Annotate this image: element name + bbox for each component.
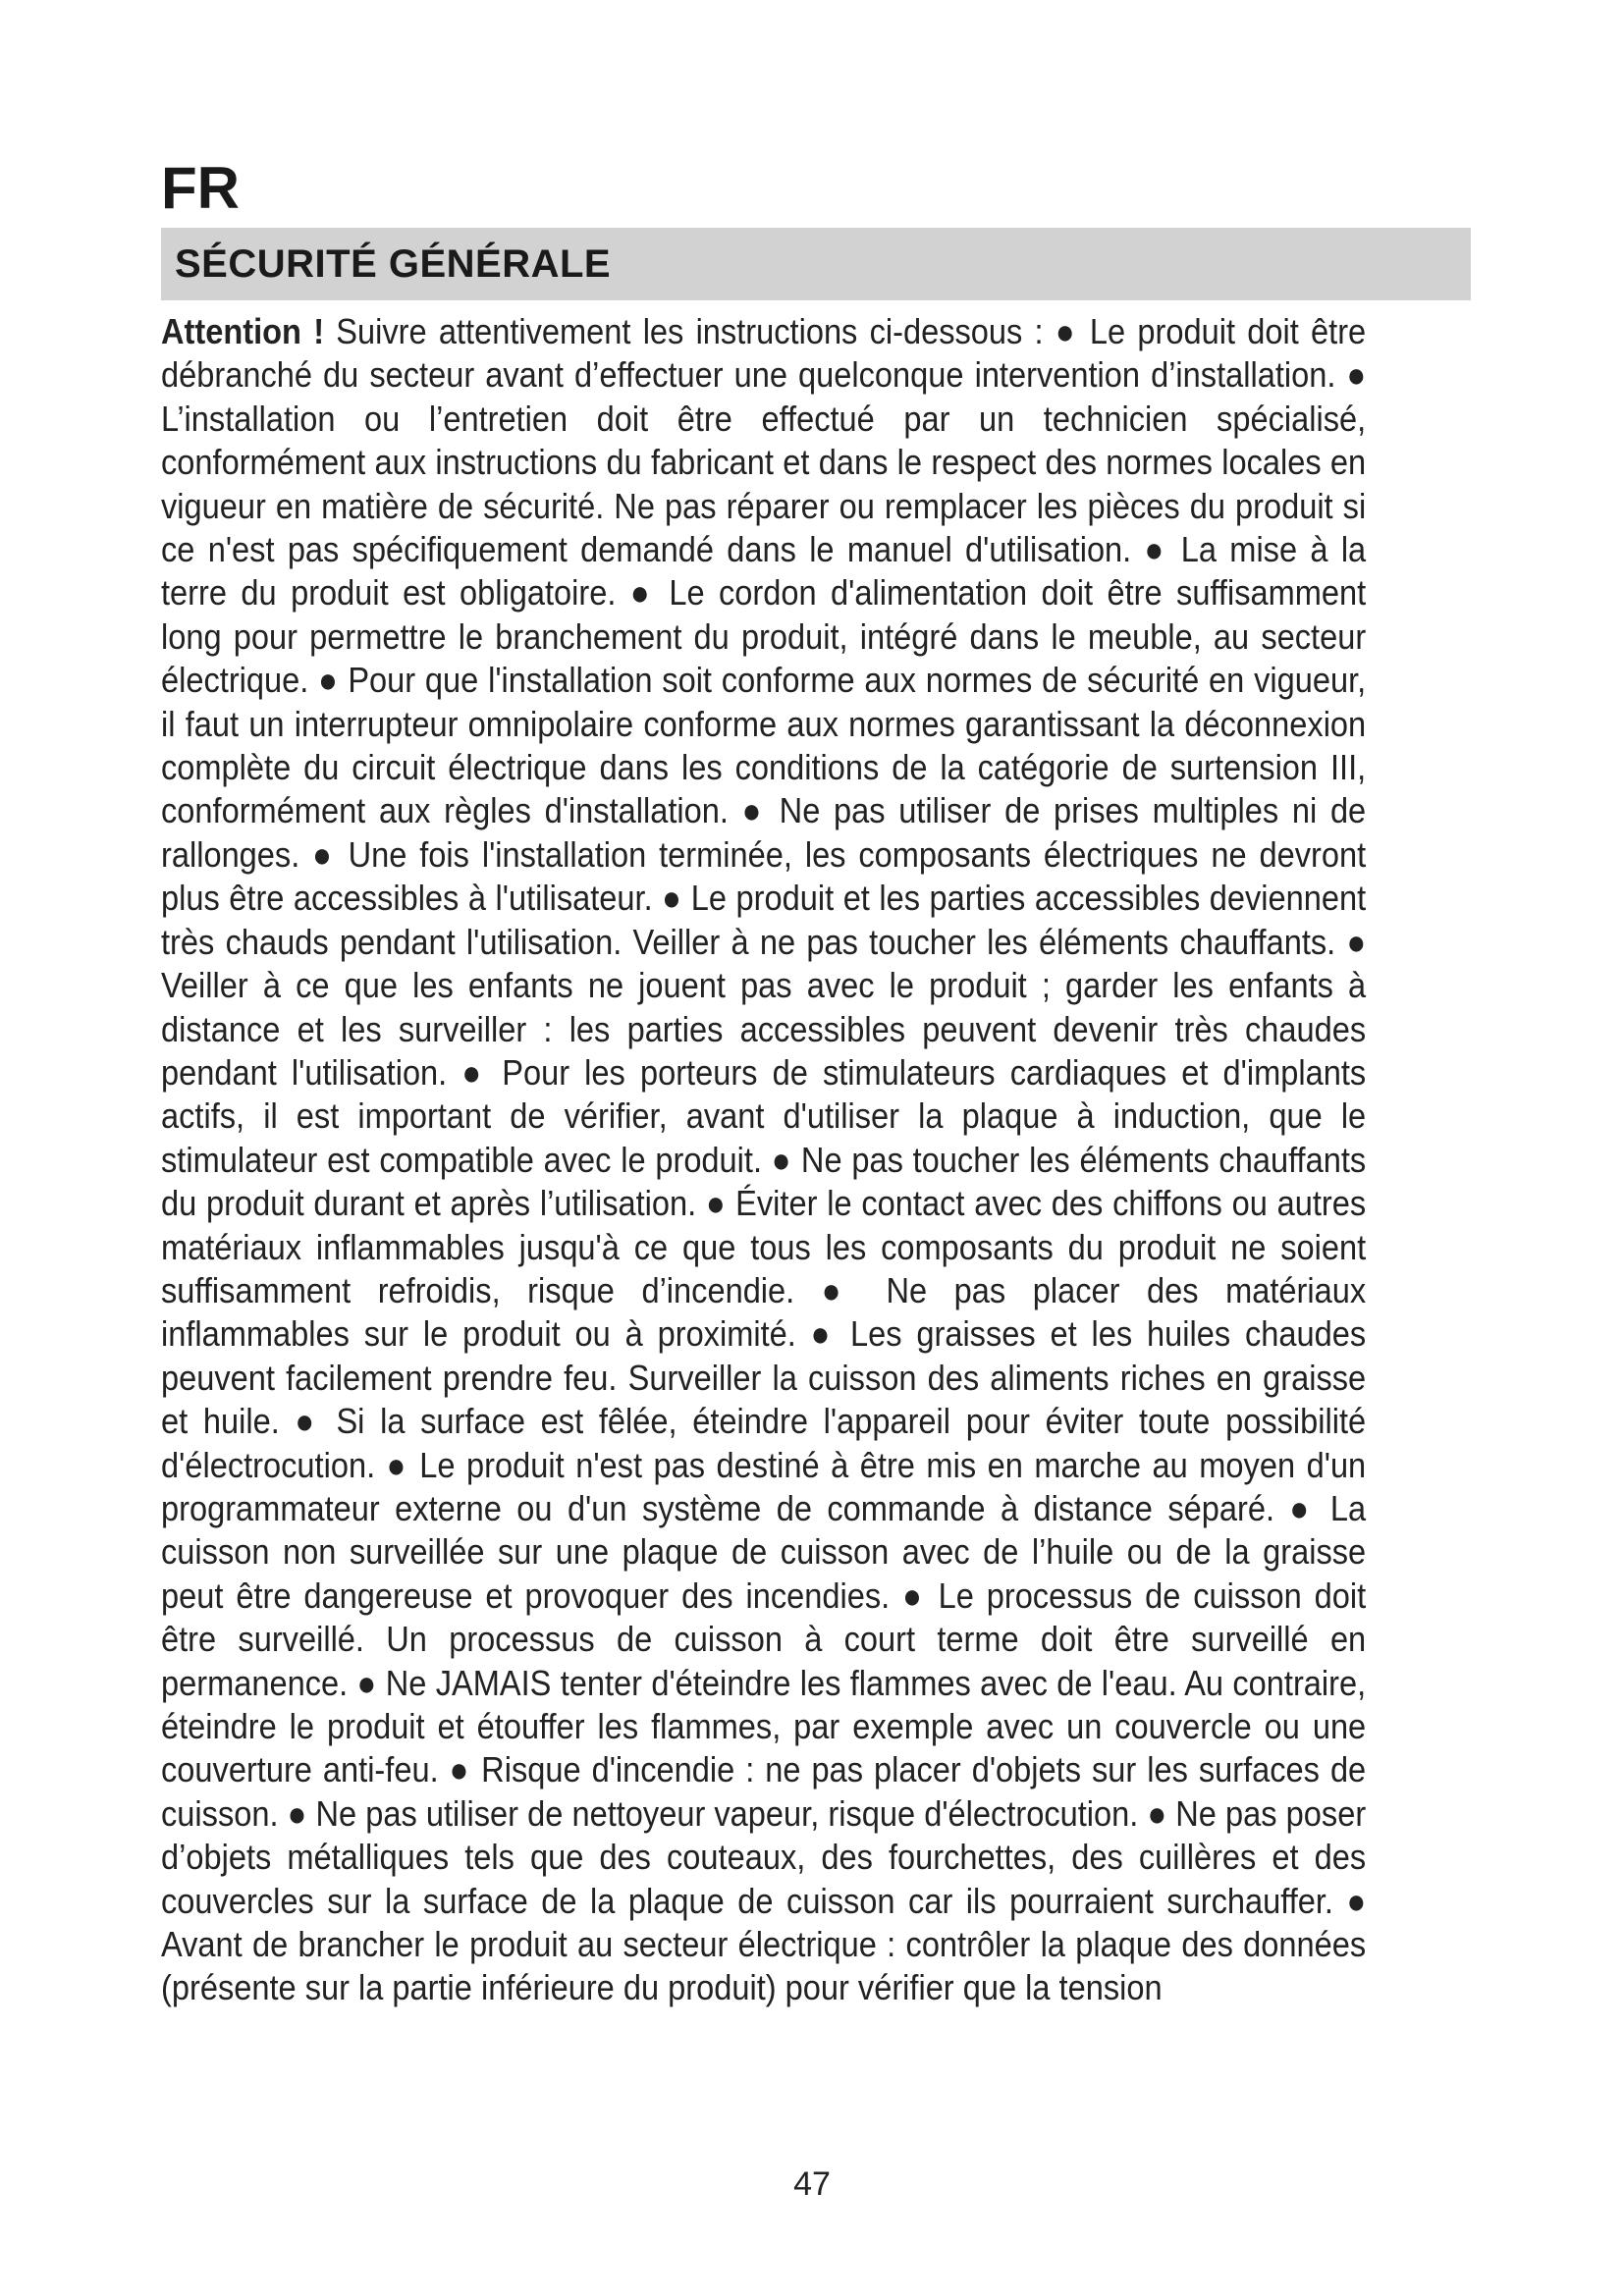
section-header-bar <box>161 228 1471 300</box>
attention-label: Attention ! <box>161 311 325 351</box>
section-title: SÉCURITÉ GÉNÉRALE <box>175 242 612 286</box>
instructions-text: Suivre attentivement les instructions ci-dessous : ● Le produit doit être débranché du secteur avant d’effectuer une quelconque intervention d’installation. ● L’installation ou l’entretien doit être effectué par un technicien spécialisé, conformément aux instructions du fabricant et dans le respect des normes locales en vigueur en matière de sécurité. Ne pas réparer ou remplacer les pièces du produit si ce n'est pas spécifiquement demandé dans le manuel d'utilisation. ● La mise à la terre du produit est obligatoire. ● Le cordon d'alimentation doit être suffisamment long pour permettre le branchement du produit, intégré dans le meuble, au secteur électrique. ● Pour que l'installation soit conforme aux normes de sécurité en vigueur, il faut un interrupteur omnipolaire conforme aux normes garantissant la déconnexion complète du circuit électrique dans les conditions de la catégorie de surtension III, conformément aux règles d'installation. ● Ne pas utiliser de prises multiples ni de rallonges. ● Une fois l'installation terminée, les composants électriques ne devront plus être accessibles à l'utilisateur. ● Le produit et les parties accessibles deviennent très chauds pendant l'utilisation. Veiller à ne pas toucher les éléments chauffants. ● Veiller à ce que les enfants ne jouent pas avec le produit ; garder les enfants à distance et les surveiller : les parties accessibles peuvent devenir très chaudes pendant l'utilisation. ● Pour les porteurs de stimulateurs cardiaques et d'implants actifs, il est important de vérifier, avant d'utiliser la plaque à induction, que le stimulateur est compatible avec le produit. ● Ne pas toucher les éléments chauffants du produit durant et après l’utilisation. ● Éviter le contact avec des chiffons ou autres matériaux inflammables jusqu'à ce que tous les composants du produit ne soient suffisamment refroidis, risque d’incendie. ● Ne pas placer des matériaux inflammables sur le produit ou à proximité. ● Les graisses et les huiles chaudes peuvent facilement prendre feu. Surveiller la cuisson des aliments riches en graisse et huile. ● Si la surface est fêlée, éteindre l'appareil pour éviter toute possibilité d'électrocution. ● Le produit n'est pas destiné à être mis en marche au moyen d'un programmateur externe ou d'un système de commande à distance séparé. ● La cuisson non surveillée sur une plaque de cuisson avec de l’huile ou de la graisse peut être dangereuse et provoquer des incendies. ● Le processus de cuisson doit être surveillé. Un processus de cuisson à court terme doit être surveillé en permanence. ● Ne JAMAIS tenter d'éteindre les flammes avec de l'eau. Au contraire, éteindre le produit et étouffer les flammes, par exemple avec un couvercle ou une couverture anti-feu. ● Risque d'incendie : ne pas placer d'objets sur les surfaces de cuisson. ● Ne pas utiliser de nettoyeur vapeur, risque d'électrocution. ● Ne pas poser d’objets métalliques tels que des couteaux, des fourchettes, des cuillères et des couvercles sur la surface de la plaque de cuisson car ils pourraient surchauffer. ● Avant de brancher le produit au secteur électrique : contrôler la plaque des données (présente sur la partie inférieure du produit) pour vérifier que la tension <box>161 311 1367 2008</box>
language-code: FR <box>161 155 240 221</box>
safety-instructions-paragraph <box>161 310 1366 2010</box>
page-number: 47 <box>793 2165 831 2203</box>
